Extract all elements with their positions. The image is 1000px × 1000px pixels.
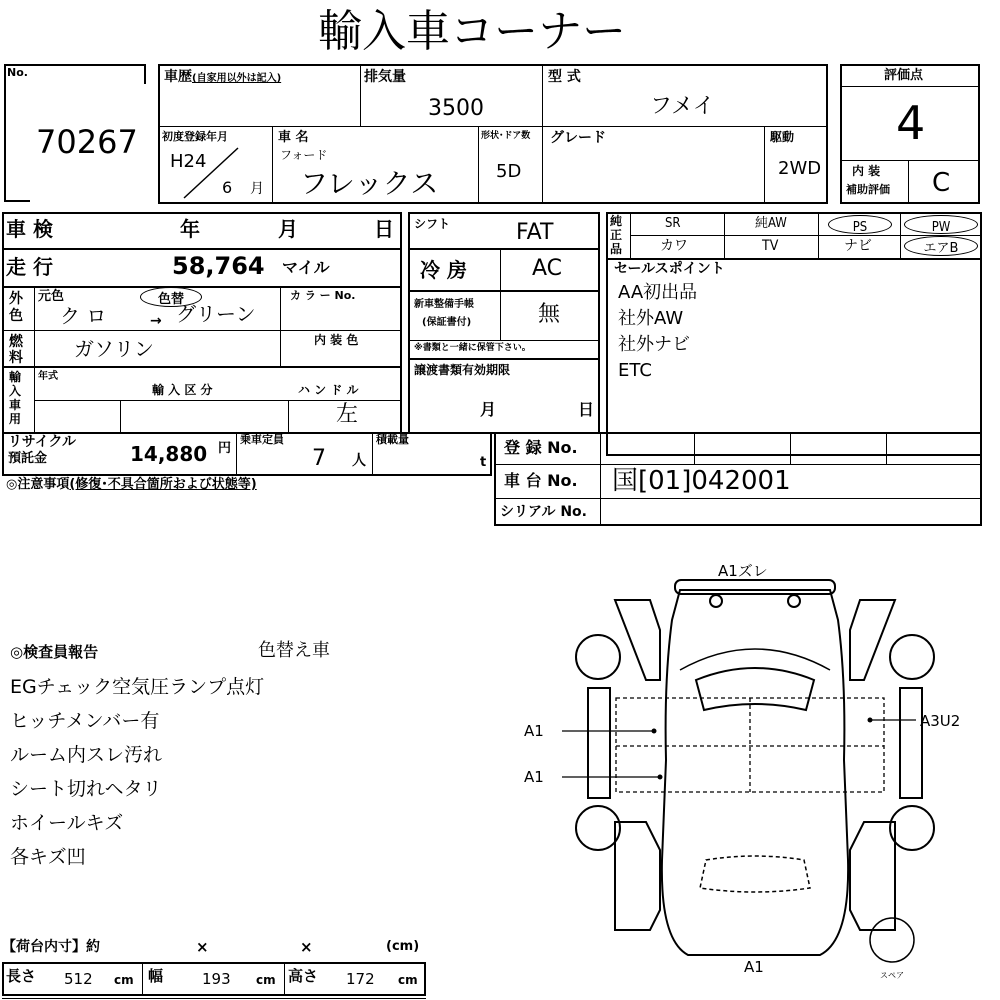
damage-right: A3U2 [920, 712, 961, 730]
sales-point: AA初出品 [618, 282, 698, 303]
drive-label: 駆動 [770, 130, 795, 144]
wheel-rear-right [890, 806, 934, 850]
equip-tv: TV [762, 238, 779, 254]
displacement-label: 排気量 [364, 69, 406, 85]
wheel-front-right [890, 635, 934, 679]
damage-left-2: A1 [524, 768, 544, 786]
sales-point: ETC [618, 360, 652, 381]
first-reg-label: 初度登録年月 [162, 130, 228, 143]
first-reg-slash [176, 146, 246, 202]
damage-front: A1ズレ [718, 562, 768, 580]
load-unit: t [480, 455, 487, 470]
inspector-headline: 色替え車 [258, 640, 330, 661]
no-label: No. [7, 66, 28, 79]
displacement-value: 3500 [428, 96, 484, 121]
cargo-height-label: 高さ [288, 967, 319, 985]
cargo-x1: × [196, 938, 209, 956]
cargo-length: 512 [64, 970, 93, 988]
interior-label-2: 補助評価 [846, 183, 890, 196]
drive-value: 2WD [778, 158, 822, 179]
capacity-label: 乗車定員 [240, 433, 284, 446]
cargo-width-unit: cm [256, 973, 276, 987]
transfer-month: 月 [480, 400, 497, 419]
wheel-rear-left [576, 806, 620, 850]
inspector-note: EGチェック空気圧ランプ点灯 [10, 676, 265, 698]
cargo-length-unit: cm [114, 973, 134, 987]
capacity-unit: 人 [352, 453, 366, 469]
model-value: フメイ [650, 94, 715, 119]
recycle-unit: 円 [218, 441, 232, 456]
fuel-label: 燃料 [9, 334, 23, 366]
maintenance-sub: (保証書付) [422, 317, 472, 328]
cargo-length-label: 長さ [6, 967, 37, 985]
import-label: 輸入車用 [9, 370, 22, 426]
equip-leather: カワ [660, 238, 688, 254]
inspection-month: 月 [278, 217, 298, 241]
interior-value: C [932, 168, 951, 198]
cargo-label: 【荷台内寸】約 [2, 939, 100, 955]
car-body-outline [662, 590, 848, 955]
load-label: 積載量 [376, 433, 409, 446]
shift-value: FAT [516, 220, 554, 245]
doors-label: 形状･ドア数 [481, 131, 531, 141]
inspector-note: シート切れヘタリ [10, 778, 162, 800]
transfer-day: 日 [578, 400, 595, 419]
inspector-note: 各キズ凹 [10, 846, 86, 868]
equip-navi: ナビ [844, 238, 872, 254]
equip-sr: SR [665, 216, 681, 231]
sales-point: 社外AW [618, 308, 684, 329]
color-change-mark: 色替 [140, 287, 202, 307]
car-name-value: フレックス [300, 167, 439, 200]
car-damage-diagram [520, 560, 990, 990]
registration-label: 登 録 No. [504, 438, 578, 457]
score-value: 4 [896, 96, 926, 150]
chassis-value: 国[01]042001 [612, 466, 791, 496]
wheel-front-left [576, 635, 620, 679]
maintenance-label: 新車整備手帳 [414, 299, 474, 310]
sales-points-label: セールスポイント [614, 261, 725, 277]
inspector-label: ◎検査員報告 [10, 643, 99, 661]
inspection-year: 年 [180, 217, 200, 241]
interior-label-1: 内 装 [852, 164, 881, 178]
score-label: 評価点 [884, 68, 924, 83]
equip-ps: PS [828, 215, 892, 234]
mileage-value: 58,764 [172, 252, 265, 280]
spare-label: スペア [880, 971, 904, 980]
cargo-x2: × [300, 938, 313, 956]
first-reg-month: 6 [222, 178, 233, 197]
recycle-label-1: リサイクル [8, 434, 77, 450]
new-color: グリーン [176, 302, 256, 326]
cargo-height: 172 [346, 970, 375, 988]
recycle-label-2: 預託金 [8, 451, 48, 466]
first-reg-era: H24 [170, 151, 207, 172]
serial-label: シリアル No. [500, 504, 587, 520]
car-name-label: 車 名 [278, 130, 309, 145]
original-color: ク ロ [60, 304, 107, 328]
doors-value: 5D [496, 161, 522, 182]
damage-rear: A1 [744, 958, 764, 976]
equipment-label: 純正品 [610, 214, 623, 256]
inspector-note: ルーム内スレ汚れ [10, 744, 163, 766]
caution-label: ◎注意事項(修復･不具合箇所および状態等) [6, 477, 257, 492]
shift-label: シフト [414, 217, 451, 231]
handle-label: ハ ン ド ル [298, 383, 359, 397]
interior-color-label: 内 装 色 [314, 333, 359, 347]
grade-label: グレード [550, 130, 606, 146]
original-color-label: 元色 [38, 289, 65, 304]
rear-window [700, 856, 810, 892]
windshield [696, 668, 814, 710]
import-type-label: 輸 入 区 分 [152, 383, 213, 397]
outer-color-label: 外色 [9, 291, 23, 324]
transfer-label: 譲渡書類有効期限 [414, 363, 511, 377]
equip-airbag: エアB [904, 236, 978, 256]
history-label: 車歴(自家用以外は記入) [164, 69, 282, 85]
recycle-value: 14,880 [130, 442, 208, 466]
chassis-label: 車 台 No. [504, 471, 578, 490]
cargo-width-label: 幅 [148, 967, 164, 985]
capacity-value: 7 [312, 446, 326, 471]
aircon-label: 冷 房 [420, 258, 467, 282]
inspector-note: ヒッチメンバー有 [10, 710, 160, 732]
sales-point: 社外ナビ [618, 334, 690, 355]
mileage-unit: マイル [282, 258, 330, 277]
page-title: 輸入車コーナー [318, 6, 626, 57]
front-bumper [675, 580, 835, 594]
color-arrow: → [150, 313, 162, 329]
maintenance-value: 無 [538, 302, 561, 327]
maintenance-note: ※書類と一緒に保管下さい。 [414, 343, 531, 353]
cargo-width: 193 [202, 970, 231, 988]
mileage-label: 走 行 [6, 255, 53, 279]
import-year-label: 年式 [38, 371, 58, 382]
lot-number: 70267 [36, 123, 138, 161]
spare-tire [870, 918, 914, 962]
fuel-value: ガソリン [74, 337, 154, 361]
equip-aw: 純AW [755, 216, 787, 231]
car-maker: フォード [280, 148, 328, 162]
color-no-label: カ ラ ー No. [290, 289, 356, 302]
cargo-height-unit: cm [398, 973, 418, 987]
inspection-day: 日 [374, 217, 394, 241]
first-reg-month-unit: 月 [250, 181, 264, 197]
aircon-value: AC [532, 256, 563, 281]
equip-pw: PW [904, 215, 978, 234]
inspector-note: ホイールキズ [10, 812, 124, 834]
damage-left-1: A1 [524, 722, 544, 740]
inspection-label: 車 検 [6, 217, 53, 241]
handle-value: 左 [336, 402, 359, 427]
cargo-unit-label: (cm) [386, 939, 420, 954]
model-label: 型 式 [548, 69, 581, 85]
